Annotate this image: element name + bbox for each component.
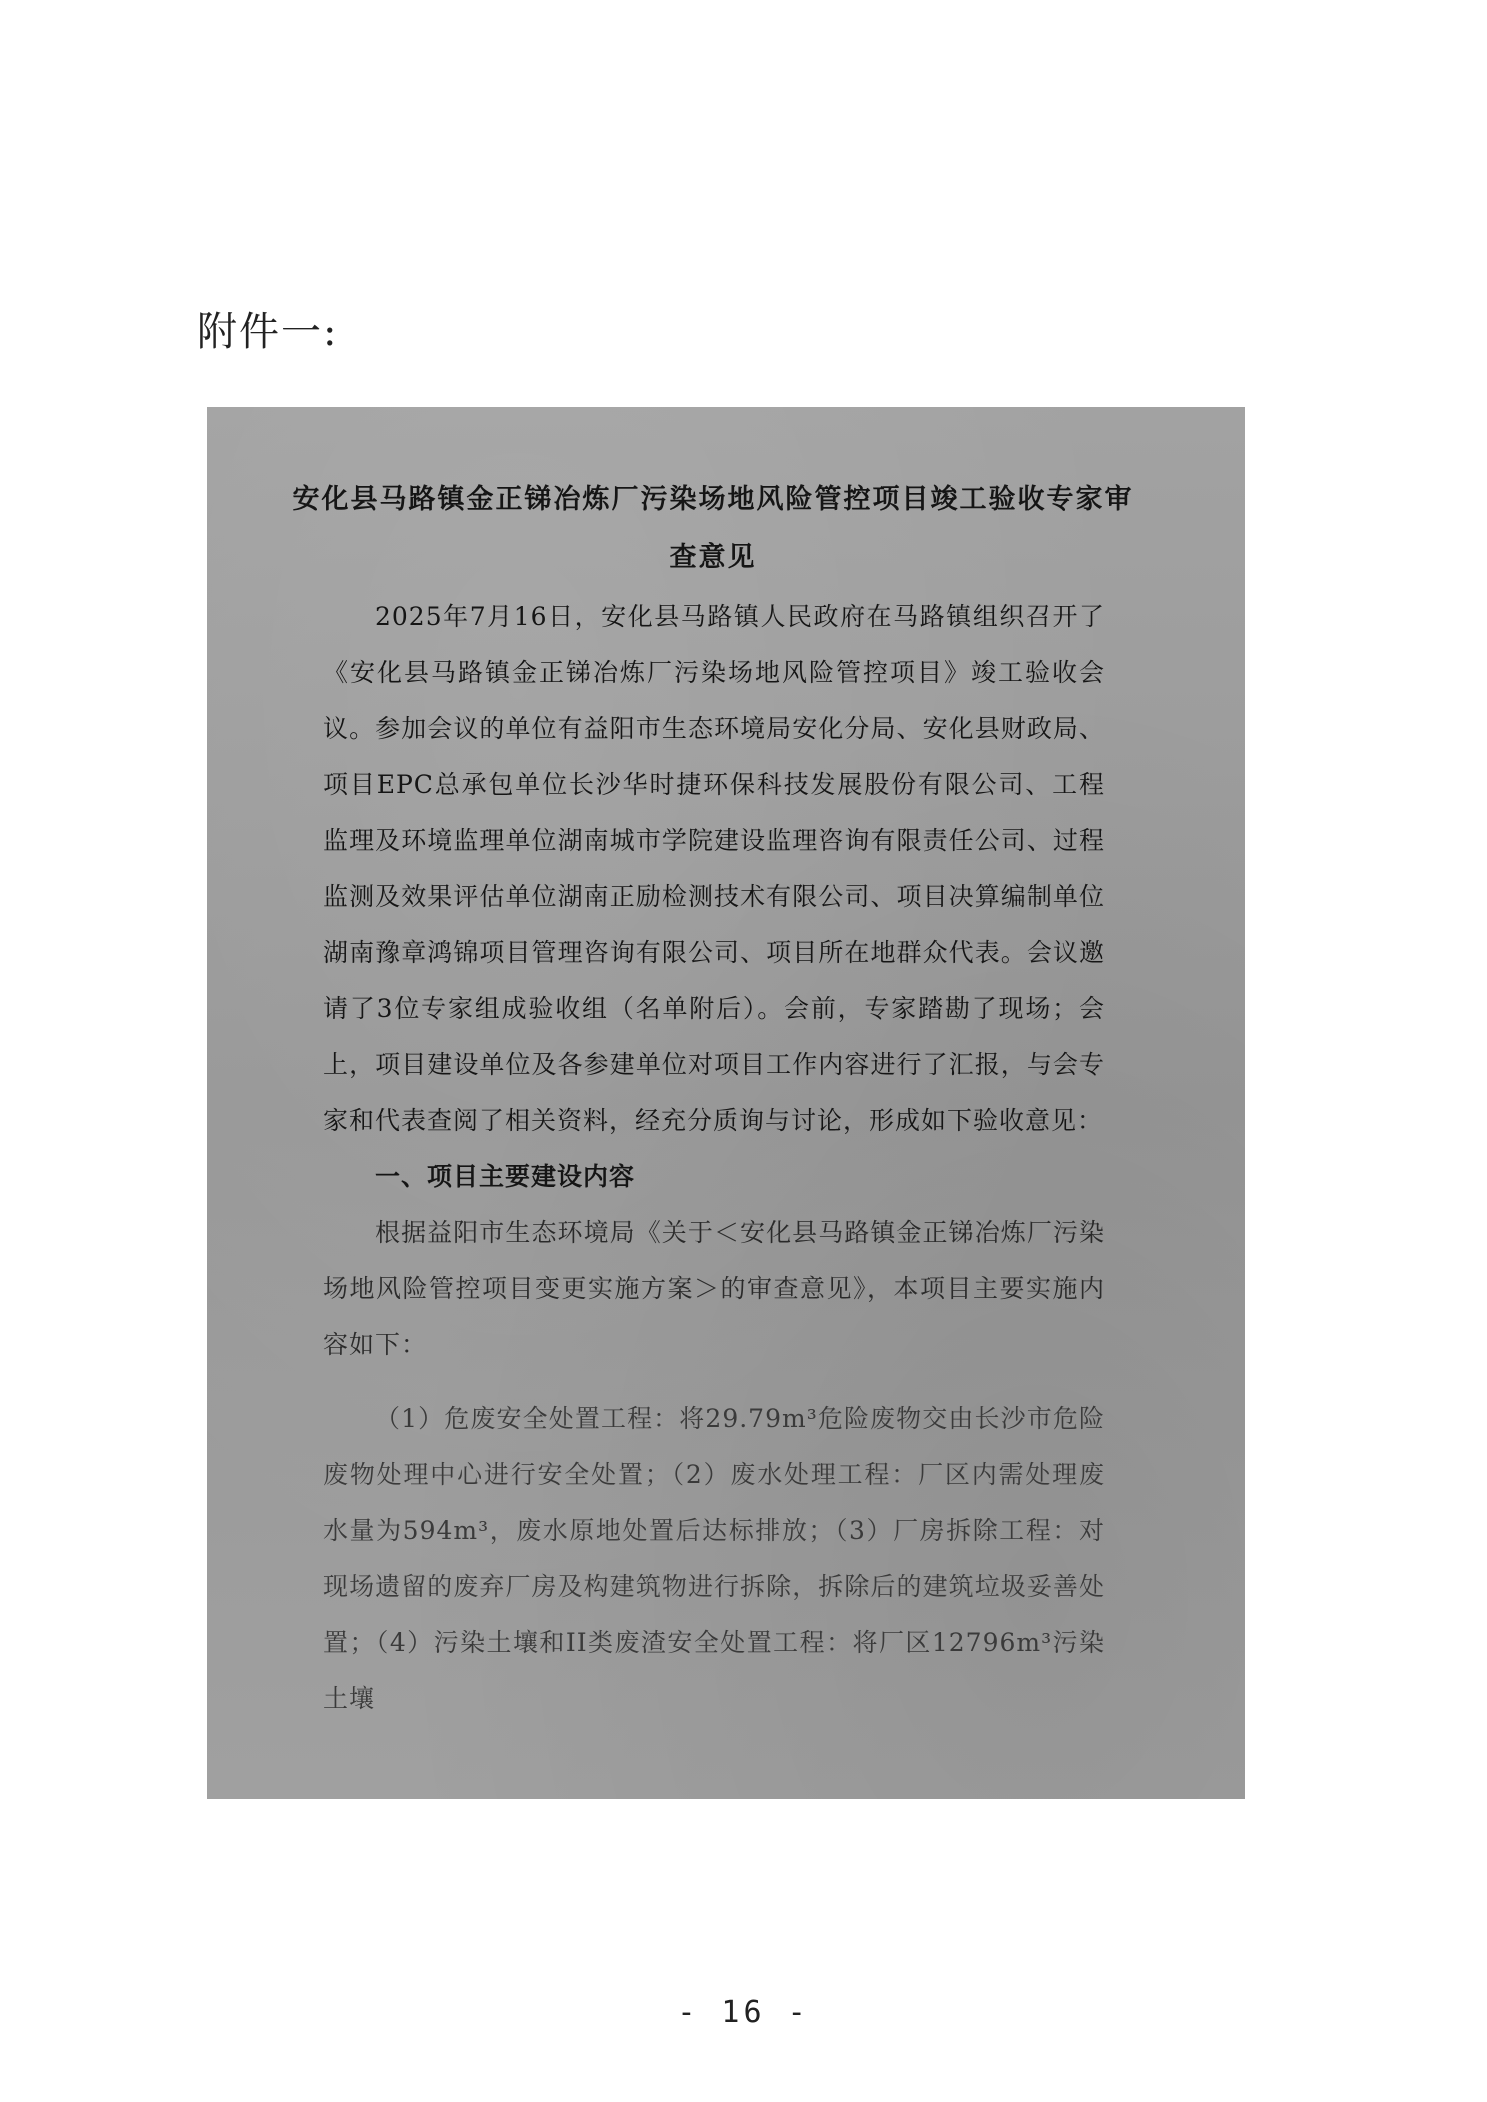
section-heading: 一、项目主要建设内容	[375, 1162, 636, 1191]
basis-paragraph: 根据益阳市生态环境局《关于＜安化县马路镇金正锑冶炼厂污染场地风险管控项目变更实施方案＞的审查意见》，本项目主要实施内容如下：	[323, 1218, 1105, 1359]
document-title: 安化县马路镇金正锑冶炼厂污染场地风险管控项目竣工验收专家审查意见	[292, 484, 1134, 573]
scanned-document	[207, 407, 1245, 1799]
items-paragraph: （1）危废安全处置工程：将29.79m³危险废物交由长沙市危险废物处理中心进行安全处置；（2）废水处理工程：厂区内需处理废水量为594m³，废水原地处置后达标排放；（3）厂房拆除工程：对现场遗留的废弃厂房及构建筑物进行拆除，拆除后的建筑垃圾妥善处置；（4）污染土壤和II类废渣安全处置工程：将厂区12796m³污染土壤	[323, 1404, 1105, 1713]
attachment-label: 附件一:	[197, 309, 339, 355]
page-number: - 16 -	[677, 1995, 810, 2030]
intro-paragraph: 2025年7月16日，安化县马路镇人民政府在马路镇组织召开了《安化县马路镇金正锑冶炼厂污染场地风险管控项目》竣工验收会议。参加会议的单位有益阳市生态环境局安化分局、安化县财政局、项目EPC总承包单位长沙华时捷环保科技发展股份有限公司、工程监理及环境监理单位湖南城市学院建设监理咨询有限责任公司、过程监测及效果评估单位湖南正励检测技术有限公司、项目决算编制单位湖南豫章鸿锦项目管理咨询有限公司、项目所在地群众代表。会议邀请了3位专家组成验收组（名单附后）。会前，专家踏勘了现场；会上，项目建设单位及各参建单位对项目工作内容进行了汇报，与会专家和代表查阅了相关资料，经充分质询与讨论，形成如下验收意见：	[323, 602, 1105, 1135]
